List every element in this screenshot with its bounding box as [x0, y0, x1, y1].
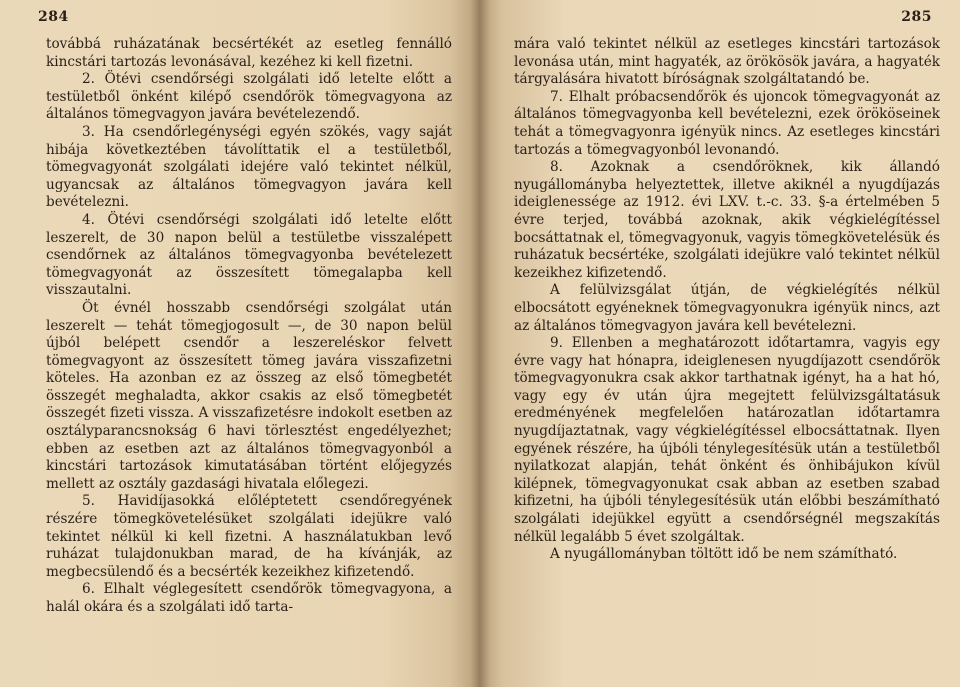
page-number-left: 284: [38, 9, 69, 25]
paragraph: 5. Havidíjasokká előléptetett csendőregyének részére tömegkövetelésüket szolgálati idejükre való tekintet nélkül ki kell fizetni. A használatukban levő ruházat tulajdonukban marad, de ha kívánják, az megbecsülendő és a becsérték kezeikhez kifizetendő.: [46, 493, 452, 580]
paragraph: A felülvizsgálat útján, de végkielégítés nélkül elbocsátott egyéneknek tömegvagyonukra igényük nincs, azt az általános tömegvagyon javára kell bevételezni.: [514, 282, 940, 334]
left-page-text: [46, 36, 452, 617]
page-number-right: 285: [901, 9, 932, 25]
paragraph: 3. Ha csendőrlegénységi egyén szökés, vagy saját hibája következtében távolíttatik el a testületből, tömegvagyonát szolgálati idejére való tekintet nélkül, ugyancsak az általános tömegvagyon javára kell bevételezni.: [46, 123, 452, 211]
paragraph: 2. Ötévi csendőrségi szolgálati idő letelte előtt a testületből önként kilépő csendőrök tömegvagyona az általános tömegvagyon javára bevételezendő.: [46, 71, 452, 123]
left-page: [0, 0, 478, 687]
paragraph: továbbá ruházatának becsértékét az esetleg fennálló kincstári tartozás levonásával, kezéhez ki kell fizetni.: [46, 36, 452, 70]
right-page-text: [514, 36, 940, 564]
paragraph: Öt évnél hosszabb csendőrségi szolgálat után leszerelt — tehát tömegjogosult —, de 30 napon belül újból belépett csendőr a leszereléskor felvett tömegvagyont az összesített tömeg javára visszafizetni köteles. Ha azonban ez az összeg az első tömegbetét összegét meghaladta, akkor csakis az első tömegbetét összegét fizeti vissza. A visszafizetésre indokolt esetben az osztályparancsnokság 6 havi törlesztést engedélyezhet; ebben az esetben azt az általános tömegvagyonból a kincstári tartozások kimutatásában történt előjegyzés mellett az osztály gazdasági hivatala előlegezi.: [46, 299, 452, 492]
paragraph: A nyugállományban töltött idő be nem számítható.: [550, 546, 898, 563]
paragraph: 4. Ötévi csendőrségi szolgálati idő letelte előtt leszerelt, de 30 napon belül a testületbe visszalépett csendőrnek az általános tömegvagyonba bevételezett tömegvagyonát az összesített tömegalapba kell visszautalni.: [46, 211, 452, 299]
paragraph: 8. Azoknak a csendőröknek, kik állandó nyugállományba helyeztettek, illetve akiknél a nyugdíjazás ideiglenessége az 1912. évi LXV. t.-c. 33. §-a értelmében 5 évre terjed, továbbá azoknak, akik végkielégítéssel bocsáttatnak el, tömegvagyonuk, vagyis tömegkövetelésük és ruházatuk becsértéke, szolgálati idejükre való tekintet nélkül kezeikhez kifizetendő.: [514, 159, 940, 281]
paragraph: 9. Ellenben a meghatározott időtartamra, vagyis egy évre vagy hat hónapra, ideiglenesen nyugdíjazott csendőrök tömegvagyonukra csak akkor tarthatnak igényt, ha a hat hó, vagy egy év után újra megejtett felülvizsgáltatásuk eredményének megfelelően határozatlan időtartamra nyugdíjaztatnak, vagy végkielégítéssel elbocsáttatnak. Ilyen egyének részére, ha újbóli ténylegesítésük után a testületből nyilatkozat alapján, tehát önként és önhibájukon kívül kilépnek, tömegvagyonukat csak abban az esetben szabad kifizetni, ha újbóli ténylegesítésük után előbbi beszámítható szolgálati idejükkel együtt a csendőrségnél megszakítás nélkül legalább 5 évet szolgáltak.: [514, 335, 940, 545]
right-page: [478, 0, 960, 687]
paragraph: 7. Elhalt próbacsendőrök és ujoncok tömegvagyonát az általános tömegvagyonba kell bevételezni, ezek örököseinek tehát a tömegvagyonra igényük nincs. Az esetleges kincstári tartozás a tömegvagyonból levonandó.: [514, 88, 940, 158]
paragraph: mára való tekintet nélkül az esetleges kincstári tartozások levonása után, mint hagyaték, az örökösök javára, a hagyaték tárgyalására hivatott bíróságnak szolgáltatandó be.: [514, 36, 940, 88]
paragraph: 6. Elhalt véglegesített csendőrök tömegvagyona, a halál okára és a szolgálati idő tarta-: [46, 581, 452, 615]
